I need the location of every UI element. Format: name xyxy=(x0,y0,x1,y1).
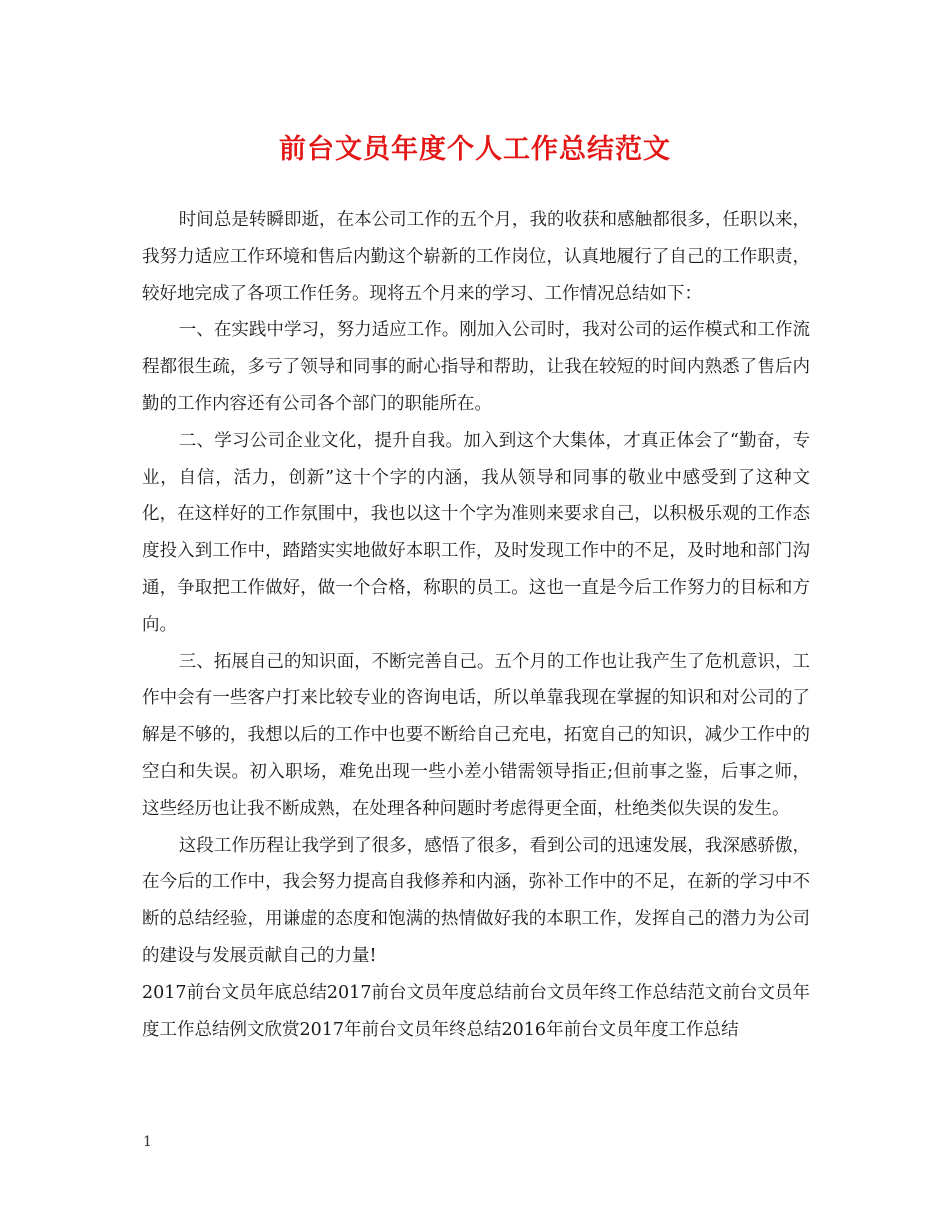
related-links-text: 2017前台文员年底总结2017前台文员年度总结前台文员年终工作总结范文前台文员年度工作总结例文欣赏2017年前台文员年终总结2016年前台文员年度工作总结 xyxy=(142,982,810,1040)
paragraph-section-one: 一、在实践中学习，努力适应工作。刚加入公司时，我对公司的运作模式和工作流程都很生疏，多亏了领导和同事的耐心指导和帮助，让我在较短的时间内熟悉了售后内勤的工作内容还有公司各个部门的职能所在。 xyxy=(142,320,810,414)
paragraph-conclusion: 这段工作历程让我学到了很多，感悟了很多，看到公司的迅速发展，我深感骄傲，在今后的工作中，我会努力提高自我修养和内涵，弥补工作中的不足，在新的学习中不断的总结经验，用谦虚的态度和饱满的热情做好我的本职工作，发挥自己的潜力为公司的建设与发展贡献自己的力量! xyxy=(142,835,810,966)
page-number: 1 xyxy=(143,1134,152,1150)
paragraph-intro: 时间总是转瞬即逝，在本公司工作的五个月，我的收获和感触都很多，任职以来，我努力适应工作环境和售后内勤这个崭新的工作岗位，认真地履行了自己的工作职责，较好地完成了各项工作任务。现将五个月来的学习、工作情况总结如下： xyxy=(142,210,810,304)
paragraph-section-two: 二、学习公司企业文化，提升自我。加入到这个大集体，才真正体会了“勤奋，专业，自信，活力，创新”这十个字的内涵，我从领导和同事的敬业中感受到了这种文化，在这样好的工作氛围中，我也以这十个字为准则来要求自己，以积极乐观的工作态度投入到工作中，踏踏实实地做好本职工作，及时发现工作中的不足，及时地和部门沟通，争取把工作做好，做一个合格，称职的员工。这也一直是今后工作努力的目标和方向。 xyxy=(142,430,810,635)
document-body xyxy=(142,202,810,1048)
document-title: 前台文员年度个人工作总结范文 xyxy=(279,134,671,165)
paragraph-section-three: 三、拓展自己的知识面，不断完善自己。五个月的工作也让我产生了危机意识，工作中会有一些客户打来比较专业的咨询电话，所以单靠我现在掌握的知识和对公司的了解是不够的，我想以后的工作中也要不断给自己充电，拓宽自己的知识，减少工作中的空白和失误。初入职场，难免出现一些小差小错需领导指正;但前事之鉴，后事之师，这些经历也让我不断成熟，在处理各种问题时考虑得更全面，杜绝类似失误的发生。 xyxy=(142,651,810,819)
